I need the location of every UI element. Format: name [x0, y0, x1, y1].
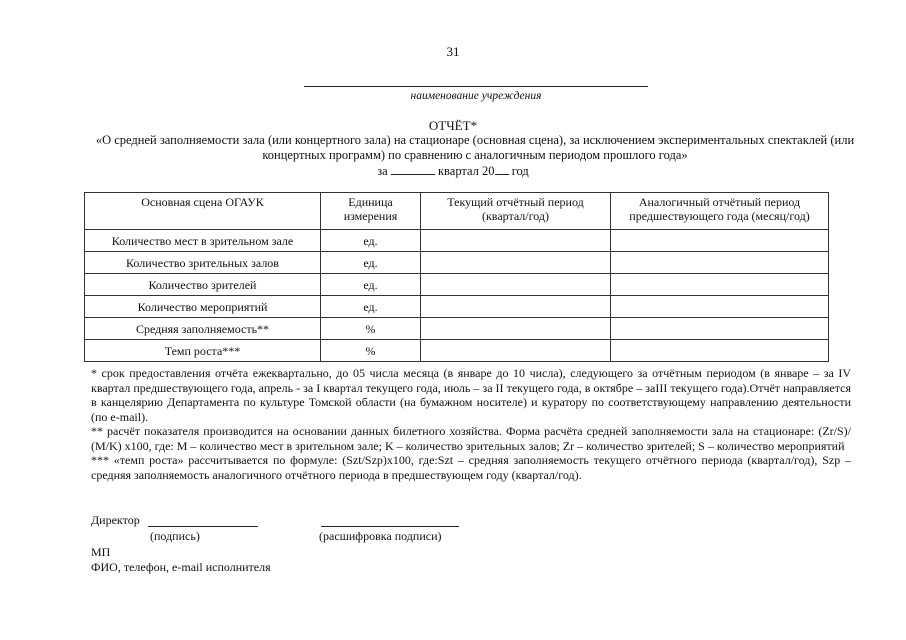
report-title: ОТЧЁТ*	[428, 118, 478, 133]
executor-contact-label: ФИО, телефон, e-mail исполнителя	[91, 560, 271, 574]
footnotes	[91, 366, 851, 482]
table-header-row	[85, 193, 829, 230]
row-label: Средняя заполняемость**	[85, 318, 321, 340]
page-number: 31	[446, 44, 460, 59]
row-unit: ед.	[321, 252, 421, 274]
row-current-value	[421, 274, 611, 296]
quarter-blank	[391, 174, 435, 175]
row-unit: %	[321, 318, 421, 340]
col-header-stage: Основная сцена ОГАУК	[85, 193, 321, 230]
footnote-growth-formula: *** «темп роста» рассчитывается по формуле: (Szt/Szp)x100, где:Szt – средняя заполняемость текущего отчётного периода (квартал/год), Szp – средняя заполняемость аналогичного отчётного периода в предшествующем году (квартал/год).	[91, 453, 851, 482]
col-header-current: Текущий отчётный период (квартал/год)	[421, 193, 611, 230]
table-row	[85, 274, 829, 296]
col-header-unit: Единица измерения	[321, 193, 421, 230]
row-current-value	[421, 296, 611, 318]
row-current-value	[421, 340, 611, 362]
row-previous-value	[611, 252, 829, 274]
table-row	[85, 340, 829, 362]
row-label: Количество мест в зрительном зале	[85, 230, 321, 252]
row-unit: ед.	[321, 296, 421, 318]
row-current-value	[421, 230, 611, 252]
signature-line	[148, 526, 258, 527]
row-previous-value	[611, 230, 829, 252]
report-subtitle: «О средней заполняемости зала (или концертного зала) на стационаре (основная сцена), за исключением экспериментальных спектаклей (или концертных программ) по сравнению с аналогичным периодом прошлого года»	[95, 133, 855, 162]
year-blank	[495, 174, 509, 175]
row-unit: ед.	[321, 230, 421, 252]
signature-decode-line	[321, 526, 459, 527]
period-suffix: год	[511, 164, 529, 178]
period-prefix: за	[377, 164, 388, 178]
row-previous-value	[611, 296, 829, 318]
director-label: Директор	[91, 513, 140, 527]
period-middle: квартал 20	[437, 164, 495, 178]
table-row	[85, 296, 829, 318]
row-current-value	[421, 318, 611, 340]
signature-caption: (подпись)	[150, 529, 200, 543]
report-period	[0, 164, 906, 179]
row-label: Количество зрительных залов	[85, 252, 321, 274]
row-previous-value	[611, 318, 829, 340]
row-previous-value	[611, 274, 829, 296]
table-row	[85, 230, 829, 252]
table-row	[85, 252, 829, 274]
row-unit: ед.	[321, 274, 421, 296]
table-row	[85, 318, 829, 340]
organization-name-line	[304, 86, 648, 87]
col-header-previous: Аналогичный отчётный период предшествующего года (месяц/год)	[611, 193, 829, 230]
organization-caption: наименование учреждения	[410, 90, 542, 102]
row-current-value	[421, 252, 611, 274]
row-label: Темп роста***	[85, 340, 321, 362]
row-previous-value	[611, 340, 829, 362]
footnote-fill-rate-formula: ** расчёт показателя производится на основании данных билетного хозяйства. Форма расчёта средней заполняемости зала на стационаре: (Zr/S)/ (M/K) x100, где: M – количество мест в зрительном зале; K – количество зрительных залов; Zr – количество зрителей; S – количество мероприятий	[91, 424, 851, 453]
report-table	[84, 192, 829, 362]
signature-decode-caption: (расшифровка подписи)	[319, 529, 442, 543]
row-label: Количество зрителей	[85, 274, 321, 296]
stamp-place: МП	[91, 545, 111, 559]
row-label: Количество мероприятий	[85, 296, 321, 318]
row-unit: %	[321, 340, 421, 362]
footnote-deadline: * срок предоставления отчёта ежеквартально, до 05 числа месяца (в январе до 10 числа), следующего за отчётным периодом (в январе – за IV квартал предшествующего года, апрель - за I квартал текущего года, июль – за II текущего года, в октябре – заIII текущего года).Отчёт направляется в канцелярию Департамента по культуре Томской области (на бумажном носителе) и куратору по соответствующему направлению деятельности (по e-mail).	[91, 366, 851, 424]
